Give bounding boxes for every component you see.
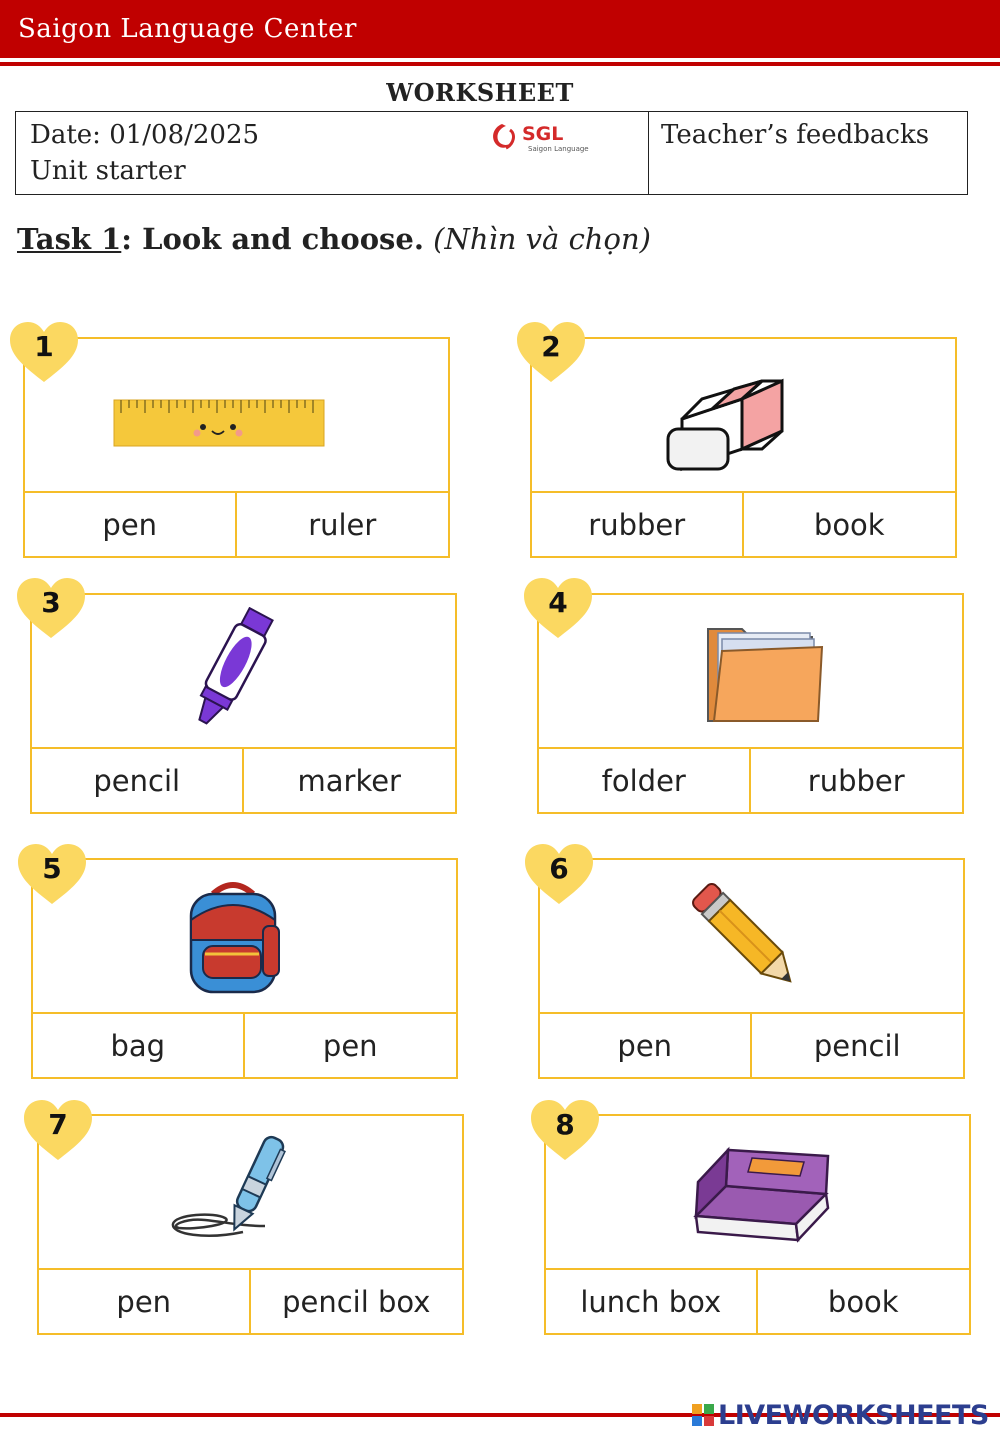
picture-area — [546, 1116, 969, 1270]
logo-text: SGL — [522, 123, 564, 145]
option-b[interactable]: pen — [322, 1028, 378, 1063]
option-b[interactable]: pencil — [813, 1028, 901, 1063]
pencil-icon — [690, 882, 800, 990]
question-number: 2 — [541, 330, 561, 363]
worksheet-title: WORKSHEET — [386, 78, 574, 107]
option-b[interactable]: pencil box — [282, 1284, 431, 1319]
picture-area — [25, 339, 448, 493]
picture-area — [539, 595, 962, 749]
option-b[interactable]: book — [827, 1284, 899, 1319]
option-b[interactable]: ruler — [308, 507, 377, 542]
ruler-icon — [113, 399, 325, 447]
unit-text: Unit starter — [30, 156, 186, 186]
question-card-8 — [544, 1114, 971, 1335]
question-card-6 — [538, 858, 965, 1079]
option-a[interactable]: bag — [33, 1012, 245, 1079]
option-a[interactable]: lunch box — [546, 1268, 758, 1335]
rubber-icon — [662, 369, 792, 479]
question-card-2 — [530, 337, 957, 558]
picture-area — [540, 860, 963, 1014]
task-instruction: : Look and choose. — [121, 222, 424, 256]
option-a[interactable]: pencil — [32, 747, 244, 814]
feedback-label: Teacher’s feedbacks — [661, 120, 930, 150]
question-number: 7 — [48, 1108, 68, 1141]
question-number: 8 — [555, 1108, 575, 1141]
header-bar — [0, 0, 1000, 58]
picture-area — [39, 1116, 462, 1270]
liveworksheets-logo-icon — [692, 1404, 714, 1426]
option-b[interactable]: book — [813, 507, 885, 542]
liveworksheets-logo — [692, 1400, 989, 1431]
option-a[interactable]: pen — [25, 491, 237, 558]
picture-area — [32, 595, 455, 749]
info-box — [15, 111, 968, 195]
liveworksheets-text: LIVEWORKSHEETS — [718, 1400, 989, 1431]
folder-icon — [702, 621, 832, 725]
option-a[interactable]: pen — [39, 1268, 251, 1335]
pen-icon — [165, 1130, 295, 1250]
date-text: Date: 01/08/2025 — [30, 120, 260, 150]
question-number: 3 — [41, 586, 61, 619]
picture-area — [532, 339, 955, 493]
option-a[interactable]: pen — [540, 1012, 752, 1079]
task-heading — [17, 222, 651, 256]
question-card-4 — [537, 593, 964, 814]
marker-icon — [187, 607, 277, 732]
question-card-3 — [30, 593, 457, 814]
option-a[interactable]: rubber — [532, 491, 744, 558]
option-a[interactable]: folder — [539, 747, 751, 814]
question-card-5 — [31, 858, 458, 1079]
option-b[interactable]: marker — [297, 763, 401, 798]
question-number: 4 — [548, 586, 568, 619]
book-icon — [686, 1146, 836, 1246]
option-b[interactable]: rubber — [807, 763, 905, 798]
sgl-logo — [488, 118, 598, 156]
task-translation: (Nhìn và chọn) — [433, 222, 651, 256]
org-name: Saigon Language Center — [18, 14, 357, 44]
bag-icon — [183, 880, 283, 998]
task-label: Task 1 — [17, 222, 122, 256]
question-number: 1 — [34, 330, 54, 363]
question-number: 5 — [42, 852, 62, 885]
header-divider — [0, 62, 1000, 66]
logo-subtext: Saigon Language — [528, 145, 589, 153]
picture-area — [33, 860, 456, 1014]
question-card-1 — [23, 337, 450, 558]
question-card-7 — [37, 1114, 464, 1335]
question-number: 6 — [549, 852, 569, 885]
